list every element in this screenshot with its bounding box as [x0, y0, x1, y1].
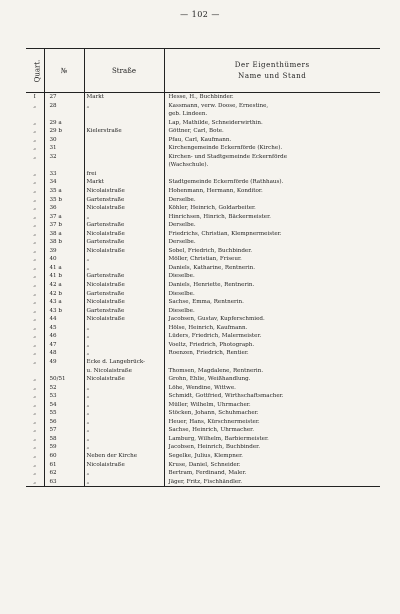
column-header-number: № — [44, 49, 84, 93]
table-row — [26, 426, 380, 435]
cell-owner: Lüders, Friedrich, Malermeister. — [164, 332, 380, 341]
cell-owner: Derselbe. — [164, 196, 380, 205]
cell-street: „ — [84, 332, 164, 341]
table-row — [26, 307, 380, 316]
table-row — [26, 144, 380, 153]
column-header-quartier: Quart. — [26, 49, 44, 93]
cell-quartier: „ — [33, 401, 37, 408]
cell-owner — [164, 358, 380, 367]
cell-street: „ — [84, 213, 164, 222]
cell-quartier: „ — [33, 128, 37, 135]
cell-owner: Sobel, Friedrich, Buchbinder. — [164, 247, 380, 256]
cell-quartier: „ — [33, 461, 37, 468]
table-row — [26, 238, 380, 247]
cell-number: 40 — [44, 255, 84, 264]
cell-owner: Möller, Christian, Friseur. — [164, 255, 380, 264]
owner-header-line1: Der Eigenthümers — [234, 60, 310, 69]
cell-number: 29 b — [44, 127, 84, 136]
cell-quartier: „ — [33, 136, 37, 143]
table-row — [26, 443, 380, 452]
cell-quartier: „ — [33, 470, 37, 477]
cell-quartier: „ — [33, 222, 37, 229]
table-row — [26, 153, 380, 162]
cell-owner: Kirchen- und Stadtgemeinde Eckernförde — [164, 153, 380, 162]
cell-owner: Jäger, Fritz, Fischhändler. — [164, 478, 380, 487]
cell-number: 34 — [44, 178, 84, 187]
cell-street: „ — [84, 409, 164, 418]
cell-number: 63 — [44, 478, 84, 487]
cell-number: 61 — [44, 461, 84, 470]
cell-number: 29 a — [44, 119, 84, 128]
page-number: — 102 — — [180, 10, 220, 19]
cell-number: 53 — [44, 392, 84, 401]
column-header-owner — [164, 49, 380, 93]
cell-number: 42 b — [44, 290, 84, 299]
cell-street: Gartenstraße — [84, 238, 164, 247]
cell-street — [84, 136, 164, 145]
cell-quartier: „ — [33, 316, 37, 323]
cell-owner: Derselbe. — [164, 238, 380, 247]
table-row — [26, 341, 380, 350]
cell-number: 60 — [44, 452, 84, 461]
cell-owner: (Wachschule). — [164, 161, 380, 170]
cell-street: Gartenstraße — [84, 196, 164, 205]
cell-street: Nicolaistraße — [84, 204, 164, 213]
cell-owner: Kruse, Daniel, Schneider. — [164, 461, 380, 470]
cell-owner: Lamburg, Wilhelm, Barbiermeister. — [164, 435, 380, 444]
cell-number: 28 — [44, 102, 84, 111]
table-row — [26, 452, 380, 461]
cell-street: Nicolaistraße — [84, 315, 164, 324]
register-body — [26, 93, 380, 487]
cell-quartier: „ — [33, 376, 37, 383]
cell-street: Neben der Kirche — [84, 452, 164, 461]
cell-quartier: „ — [33, 179, 37, 186]
cell-number: 38 b — [44, 238, 84, 247]
cell-street: „ — [84, 469, 164, 478]
table-row — [26, 392, 380, 401]
cell-quartier: „ — [33, 341, 37, 348]
cell-street: „ — [84, 478, 164, 487]
cell-owner: Hohenmann, Hermann, Konditor. — [164, 187, 380, 196]
table-row — [26, 367, 380, 376]
cell-owner: Jacobsen, Gustav, Kupferschmied. — [164, 315, 380, 324]
table-header-row — [26, 49, 380, 93]
cell-number — [44, 110, 84, 119]
cell-owner: Friedrichs, Christian, Klempnermeister. — [164, 230, 380, 239]
cell-owner: Dieselbe. — [164, 290, 380, 299]
cell-quartier: „ — [33, 393, 37, 400]
cell-number: 57 — [44, 426, 84, 435]
table-row — [26, 213, 380, 222]
table-row — [26, 315, 380, 324]
cell-owner: Derselbe. — [164, 221, 380, 230]
cell-street — [84, 119, 164, 128]
cell-owner: Kirchengemeinde Eckernförde (Kirche). — [164, 144, 380, 153]
cell-number — [44, 367, 84, 376]
cell-quartier — [26, 110, 44, 119]
cell-quartier: „ — [33, 290, 37, 297]
cell-number: 52 — [44, 384, 84, 393]
cell-number: 62 — [44, 469, 84, 478]
cell-number: 59 — [44, 443, 84, 452]
cell-owner: Kassmann, verw. Doose, Ernestine, — [164, 102, 380, 111]
table-row — [26, 187, 380, 196]
cell-owner: Thomsen, Magdalene, Rentnerin. — [164, 367, 380, 376]
cell-number: 42 a — [44, 281, 84, 290]
cell-quartier: „ — [33, 256, 37, 263]
table-row — [26, 127, 380, 136]
cell-quartier: „ — [33, 427, 37, 434]
cell-street: „ — [84, 435, 164, 444]
cell-quartier: „ — [26, 478, 44, 487]
table-row — [26, 204, 380, 213]
cell-number: 43 a — [44, 298, 84, 307]
cell-street — [84, 153, 164, 162]
cell-quartier: „ — [33, 170, 37, 177]
cell-quartier: „ — [33, 333, 37, 340]
cell-number: 30 — [44, 136, 84, 145]
cell-owner — [164, 170, 380, 179]
cell-owner: Daniels, Katharine, Rentnerin. — [164, 264, 380, 273]
cell-street — [84, 110, 164, 119]
cell-owner: Sachse, Emma, Rentnerin. — [164, 298, 380, 307]
cell-quartier: „ — [33, 273, 37, 280]
table-row — [26, 332, 380, 341]
table-row — [26, 221, 380, 230]
table-row — [26, 161, 380, 170]
cell-quartier: „ — [33, 239, 37, 246]
cell-owner: Stöcken, Johann, Schuhmacher. — [164, 409, 380, 418]
table-row — [26, 102, 380, 111]
cell-number: 56 — [44, 418, 84, 427]
table-row — [26, 196, 380, 205]
cell-owner: Bertram, Ferdinand, Maler. — [164, 469, 380, 478]
cell-number: 47 — [44, 341, 84, 350]
cell-number: 39 — [44, 247, 84, 256]
cell-street: „ — [84, 426, 164, 435]
cell-street: Kielerstraße — [84, 127, 164, 136]
cell-number — [44, 161, 84, 170]
table-row — [26, 324, 380, 333]
cell-street — [84, 144, 164, 153]
owner-header-line2: Name und Stand — [238, 71, 307, 80]
cell-owner: Göttner, Carl, Bote. — [164, 127, 380, 136]
cell-owner: Stadtgemeinde Eckernförde (Rathhaus). — [164, 178, 380, 187]
cell-number: 36 — [44, 204, 84, 213]
cell-quartier — [26, 367, 44, 376]
table-row — [26, 384, 380, 393]
cell-street: „ — [84, 418, 164, 427]
cell-owner: Hinrichsen, Hinrich, Bäckermeister. — [164, 213, 380, 222]
cell-number: 43 b — [44, 307, 84, 316]
table-row — [26, 136, 380, 145]
cell-owner: Hesse, H., Buchbinder. — [164, 93, 380, 102]
cell-street: „ — [84, 264, 164, 273]
table-row — [26, 375, 380, 384]
table-row — [26, 298, 380, 307]
cell-street — [84, 161, 164, 170]
column-header-street: Straße — [84, 49, 164, 93]
cell-number: 46 — [44, 332, 84, 341]
cell-quartier: I — [33, 94, 36, 100]
cell-street: „ — [84, 392, 164, 401]
table-row — [26, 170, 380, 179]
cell-street: „ — [84, 401, 164, 410]
cell-street: Markt — [84, 93, 164, 102]
table-row — [26, 478, 380, 487]
cell-owner: Jacobsen, Heinrich, Buchbinder. — [164, 443, 380, 452]
cell-quartier: „ — [33, 282, 37, 289]
cell-street: „ — [84, 255, 164, 264]
cell-owner: Lap, Mathilde, Schneiderwirthin. — [164, 119, 380, 128]
table-row — [26, 119, 380, 128]
cell-number: 33 — [44, 170, 84, 179]
cell-quartier: „ — [33, 205, 37, 212]
table-row — [26, 349, 380, 358]
cell-street: „ — [84, 349, 164, 358]
cell-owner: Roenzen, Friedrich, Rentier. — [164, 349, 380, 358]
cell-quartier: „ — [33, 418, 37, 425]
cell-street: „ — [84, 102, 164, 111]
cell-street: „ — [84, 384, 164, 393]
cell-quartier: „ — [33, 119, 37, 126]
cell-quartier: „ — [33, 102, 37, 109]
cell-owner: Müller, Wilhelm, Uhrmacher. — [164, 401, 380, 410]
table-row — [26, 409, 380, 418]
table-row — [26, 461, 380, 470]
cell-owner: Dieselbe. — [164, 272, 380, 281]
cell-number: 49 — [44, 358, 84, 367]
cell-number: 35 a — [44, 187, 84, 196]
table-row — [26, 281, 380, 290]
cell-number: 58 — [44, 435, 84, 444]
cell-quartier: „ — [33, 435, 37, 442]
table-row — [26, 110, 380, 119]
table-row — [26, 358, 380, 367]
cell-quartier: „ — [33, 230, 37, 237]
cell-street: frei — [84, 170, 164, 179]
table-row — [26, 418, 380, 427]
table-row — [26, 435, 380, 444]
cell-quartier: „ — [33, 444, 37, 451]
cell-owner: Hölse, Heinrich, Kaufmann. — [164, 324, 380, 333]
cell-street: Nicolaistraße — [84, 230, 164, 239]
cell-owner: Daniels, Henriette, Rentnerin. — [164, 281, 380, 290]
cell-number: 31 — [44, 144, 84, 153]
cell-owner: Voeltz, Friedrich, Photograph. — [164, 341, 380, 350]
cell-street: Nicolaistraße — [84, 247, 164, 256]
cell-quartier: „ — [33, 213, 37, 220]
cell-quartier: „ — [33, 307, 37, 314]
cell-quartier: „ — [33, 350, 37, 357]
cell-quartier: „ — [33, 247, 37, 254]
cell-quartier: „ — [33, 153, 37, 160]
cell-street: Gartenstraße — [84, 221, 164, 230]
cell-number: 45 — [44, 324, 84, 333]
cell-number: 37 a — [44, 213, 84, 222]
cell-owner: Segelke, Julius, Klempner. — [164, 452, 380, 461]
cell-owner: Löhe, Wendine, Wittwe. — [164, 384, 380, 393]
cell-quartier: „ — [33, 358, 37, 365]
cell-street: Nicolaistraße — [84, 281, 164, 290]
cell-quartier: „ — [33, 145, 37, 152]
cell-quartier — [26, 161, 44, 170]
cell-number: 48 — [44, 349, 84, 358]
cell-number: 55 — [44, 409, 84, 418]
cell-number: 32 — [44, 153, 84, 162]
cell-street: Markt — [84, 178, 164, 187]
cell-street: Nicolaistraße — [84, 461, 164, 470]
cell-quartier: „ — [33, 188, 37, 195]
cell-owner: Heuer, Hans, Kürschnermeister. — [164, 418, 380, 427]
cell-quartier: „ — [33, 324, 37, 331]
cell-number: 44 — [44, 315, 84, 324]
cell-number: 37 b — [44, 221, 84, 230]
cell-owner: Grohn, Ehlie, Weißhandlung. — [164, 375, 380, 384]
cell-street: Ecke d. Langebrück- — [84, 358, 164, 367]
cell-owner: Dieselbe. — [164, 307, 380, 316]
table-row — [26, 247, 380, 256]
cell-number: 27 — [44, 93, 84, 102]
cell-quartier: „ — [33, 196, 37, 203]
property-register-table — [26, 48, 380, 487]
table-row — [26, 272, 380, 281]
table-row — [26, 290, 380, 299]
table-row — [26, 401, 380, 410]
cell-quartier: „ — [33, 264, 37, 271]
table-row — [26, 469, 380, 478]
table-row — [26, 264, 380, 273]
cell-number: 41 a — [44, 264, 84, 273]
cell-number: 35 b — [44, 196, 84, 205]
cell-street: Nicolaistraße — [84, 298, 164, 307]
table-row — [26, 255, 380, 264]
cell-street: Gartenstraße — [84, 307, 164, 316]
cell-quartier: „ — [33, 452, 37, 459]
cell-owner: Pfau, Carl, Kaufmann. — [164, 136, 380, 145]
cell-owner: Köhler, Heinrich, Goldarbeiter. — [164, 204, 380, 213]
cell-street: u. Nicolaistraße — [84, 367, 164, 376]
cell-street: Nicolaistraße — [84, 375, 164, 384]
cell-owner: Schmidt, Gottfried, Wirthschaftsmacher. — [164, 392, 380, 401]
cell-number: 41 b — [44, 272, 84, 281]
cell-street: Gartenstraße — [84, 272, 164, 281]
cell-quartier: „ — [33, 384, 37, 391]
cell-owner: geb. Lindeen. — [164, 110, 380, 119]
cell-street: „ — [84, 443, 164, 452]
cell-street: „ — [84, 341, 164, 350]
cell-quartier: „ — [33, 299, 37, 306]
cell-number: 54 — [44, 401, 84, 410]
table-row — [26, 230, 380, 239]
cell-street: „ — [84, 324, 164, 333]
cell-quartier: „ — [33, 410, 37, 417]
cell-owner: Sachse, Heinrich, Uhrmacher. — [164, 426, 380, 435]
cell-street: Nicolaistraße — [84, 187, 164, 196]
cell-street: Gartenstraße — [84, 290, 164, 299]
cell-number: 50/51 — [44, 375, 84, 384]
cell-number: 38 a — [44, 230, 84, 239]
table-row — [26, 178, 380, 187]
table-row — [26, 93, 380, 102]
